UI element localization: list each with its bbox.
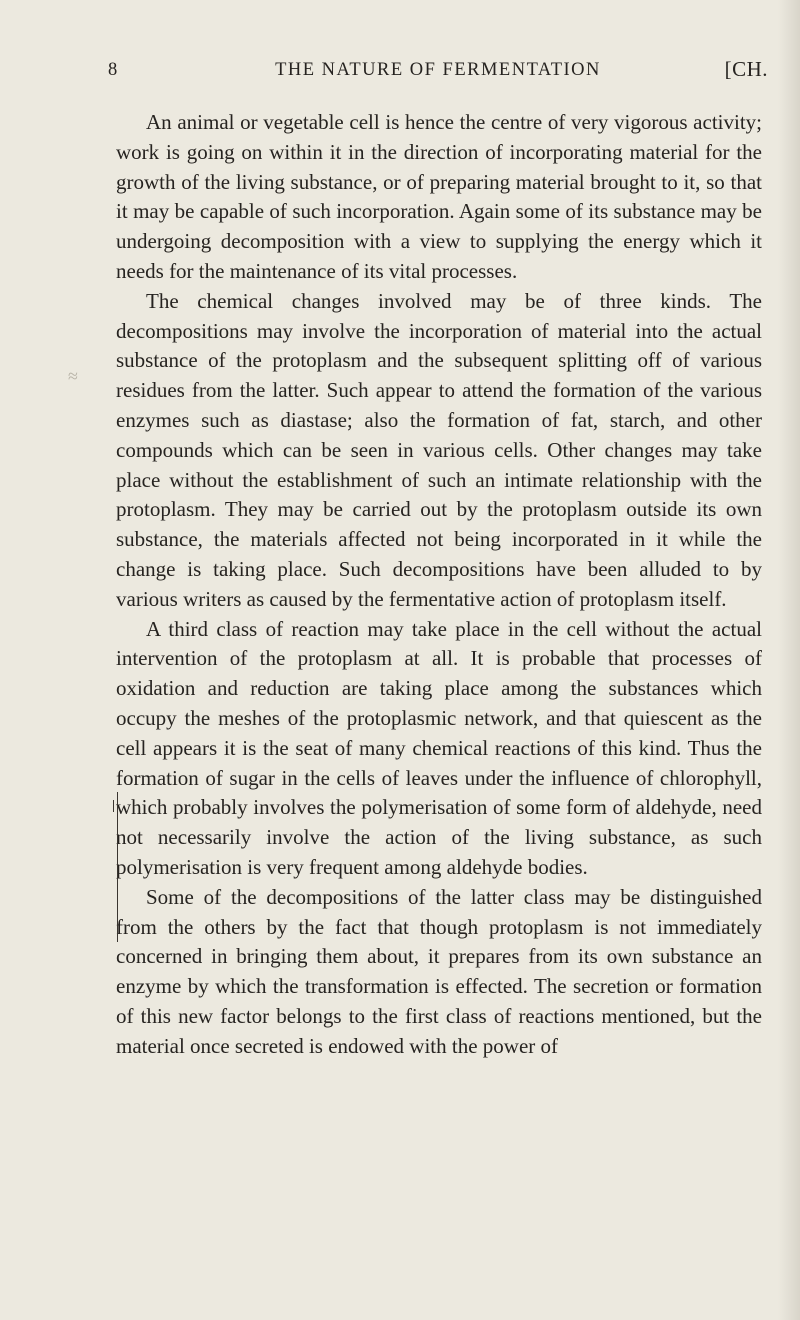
- margin-pencil-line: [117, 792, 122, 942]
- margin-pencil-tick: [113, 800, 116, 812]
- page-number: 8: [108, 60, 119, 80]
- page-edge-shadow: [778, 0, 800, 1320]
- running-title: THE NATURE OF FERMENTATION: [275, 60, 601, 80]
- paragraph: The chemical changes involved may be of three kinds. The decompositions may involve the incorporation of material into the actual substance of the protoplasm and the subsequent splitting off of various residues from the latter. Such appear to attend the formation of the various enzymes such as diastase; also the formation of fat, starch, and other compounds which can be seen in various cells. Other changes may take place without the establishment of such an intimate relationship with the protoplasm. They may be carried out by the protoplasm outside its own substance, the materials affected not being incorporated in it while the change is taking place. Such decompositions have been alluded to by various writers as caused by the fermentative action of protoplasm itself.: [116, 288, 762, 611]
- chapter-marker: [CH.: [724, 57, 768, 81]
- paragraph: A third class of reaction may take place in the cell without the actual intervention of the protoplasm at all. It is probable that processes of oxidation and reduction are taking place among the substances which occupy the meshes of the protoplasmic network, and that quiescent as the cell appears it is the seat of many chemical reactions of this kind. Thus the formation of sugar in the cells of leaves under the influence of chlorophyll, which probably involves the polymerisation of some form of aldehyde, need not necessarily involve the action of the living substance, as such polymerisation is very frequent among aldehyde bodies.: [116, 616, 762, 879]
- paragraph: Some of the decompositions of the latter class may be distinguished from the others by the fact that though protoplasm is not immediately concerned in bringing them about, it prepares from its own substance an enzyme by which the transformation is effected. The secretion or formation of this new factor belongs to the first class of reactions mentioned, but the material once secreted is endowed with the power of: [116, 884, 762, 1058]
- bleed-through-mark: ≈: [68, 366, 80, 386]
- body-text: [116, 108, 762, 1062]
- running-header: [108, 57, 768, 92]
- paragraph: An animal or vegetable cell is hence the centre of very vigorous activity; work is going on within it in the direction of incorporating material for the growth of the living substance, or of preparing material brought to it, so that it may be capable of such incorporation. Again some of its substance may be undergoing decomposition with a view to supplying the energy which it needs for the maintenance of its vital processes.: [116, 110, 762, 283]
